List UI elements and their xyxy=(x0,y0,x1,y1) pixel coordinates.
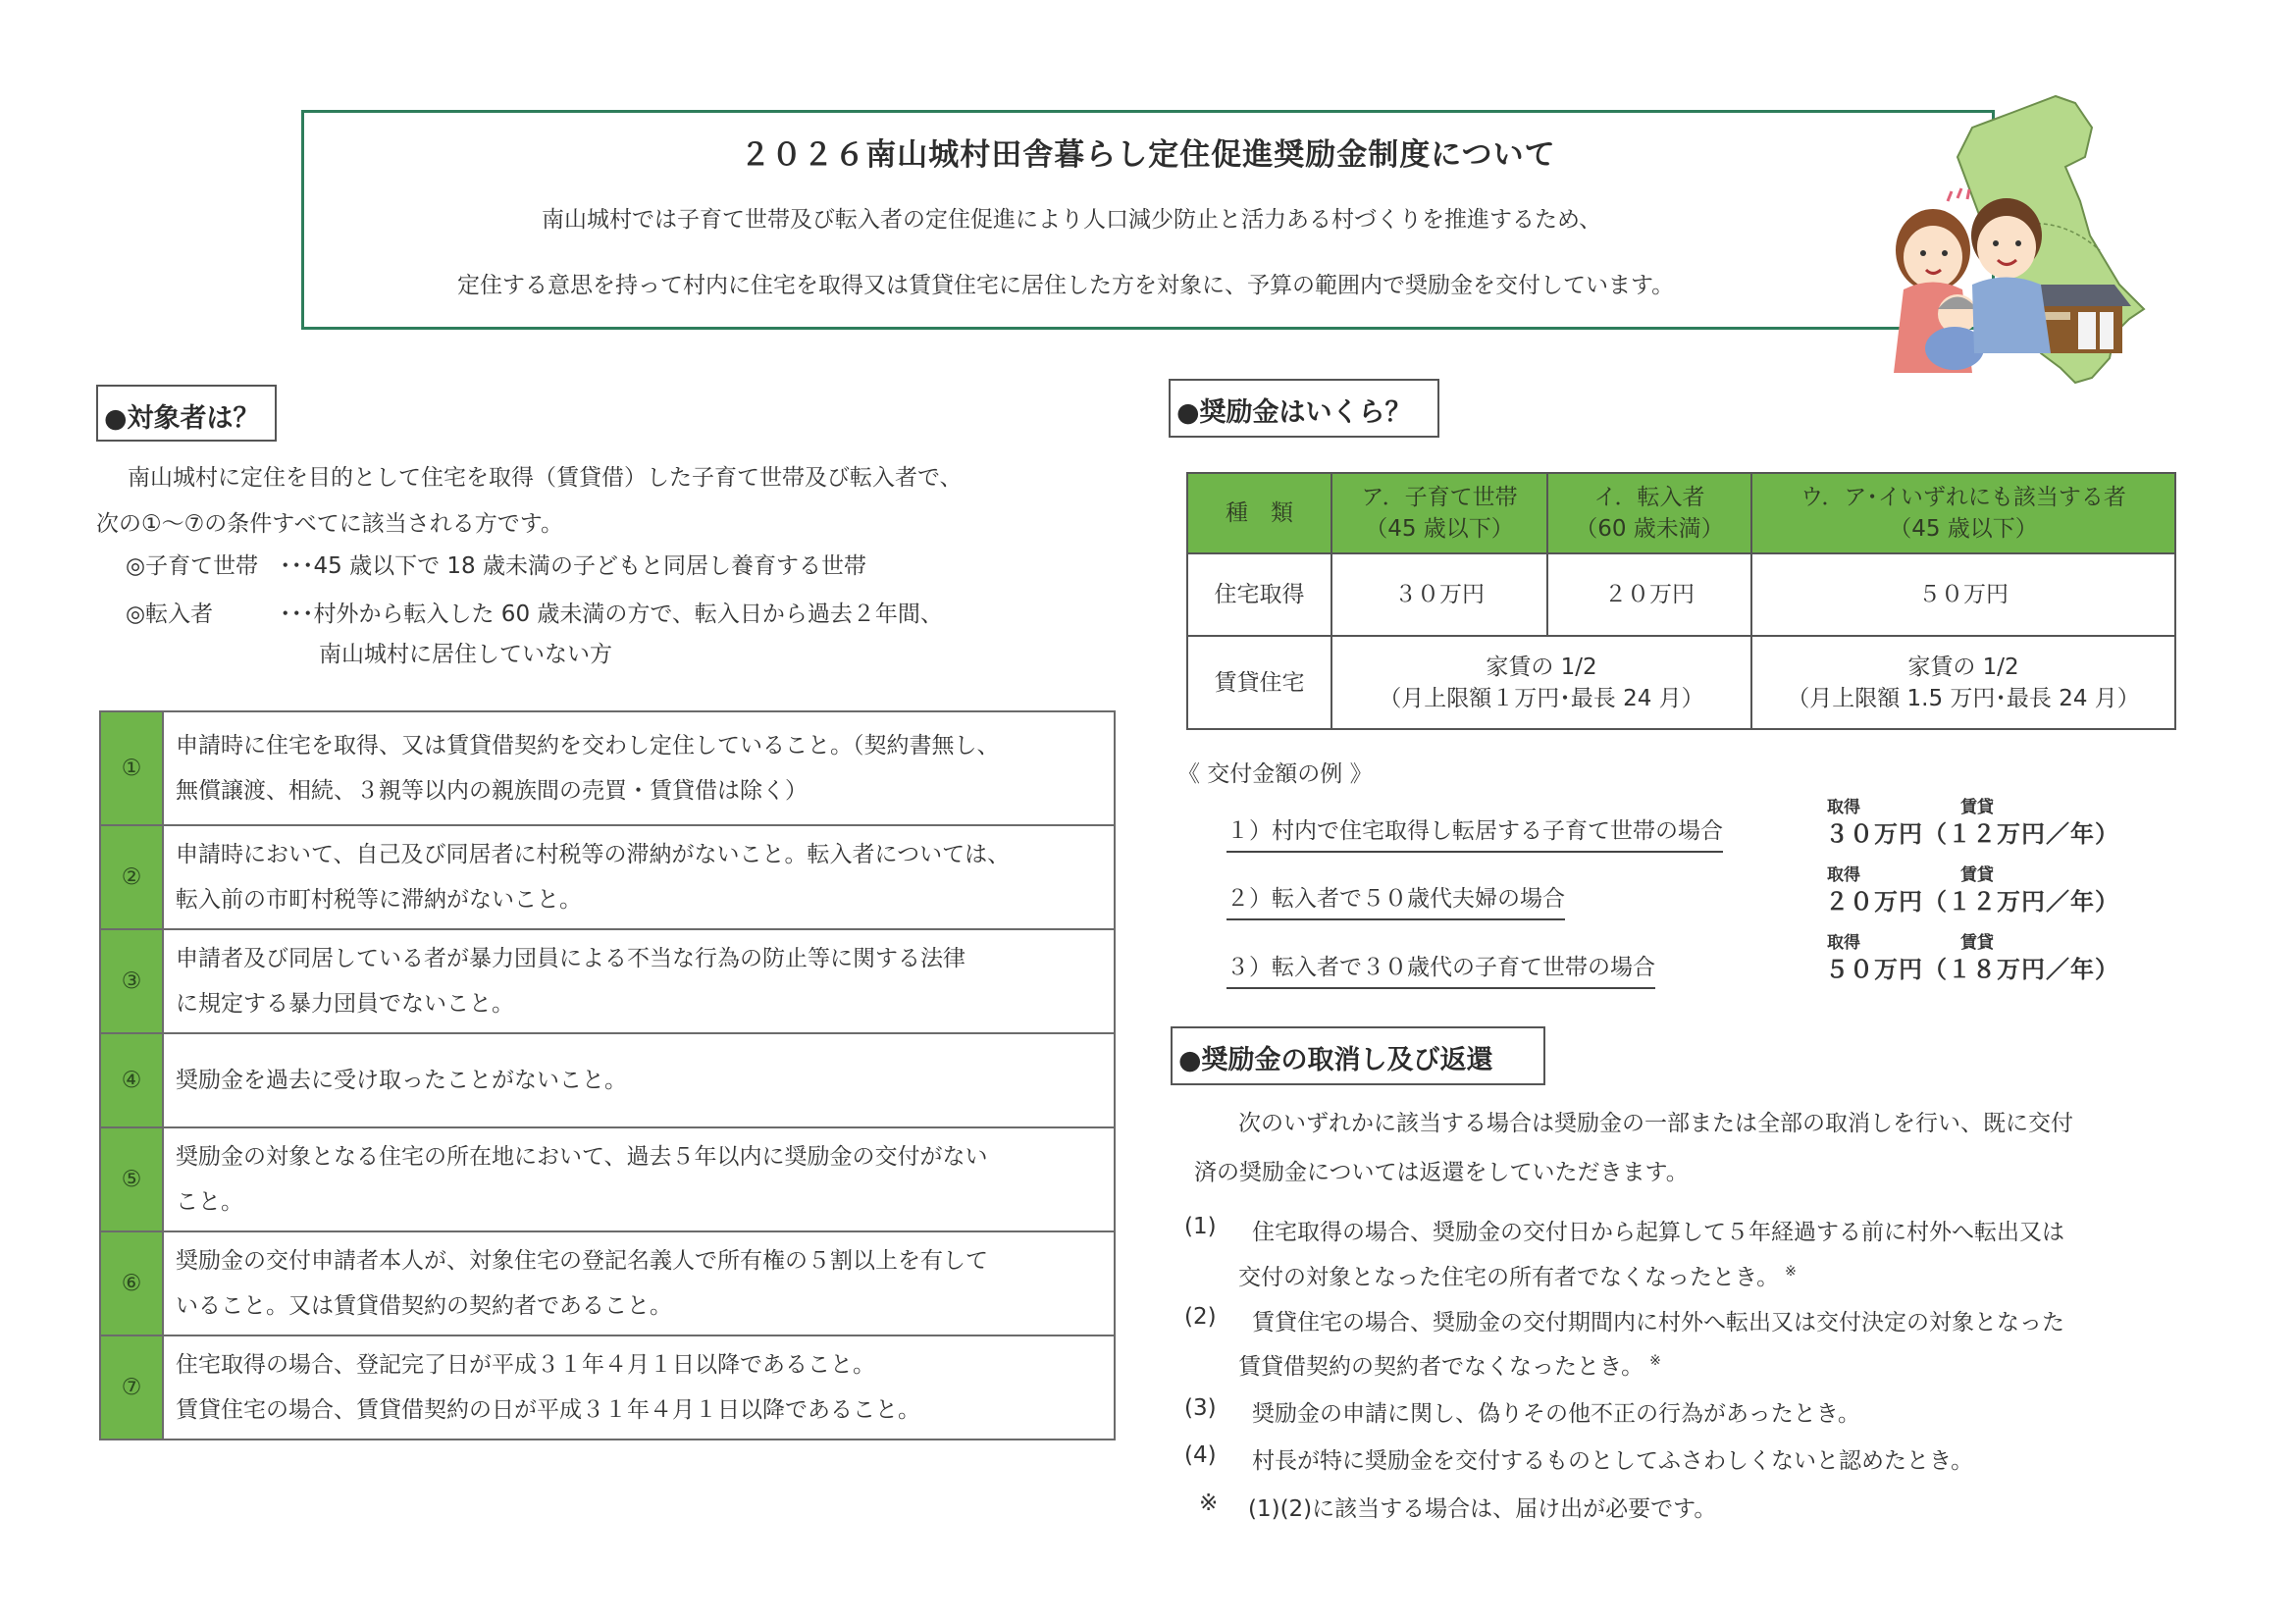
header-line: ウ．ア･イいずれにも該当する者 xyxy=(1800,485,2126,510)
example-label-2: ２）転入者で５０歳代夫婦の場合 xyxy=(1226,880,1565,920)
header-line: （45 歳以下） xyxy=(1889,516,2038,542)
table-row xyxy=(100,929,1115,1033)
eligibility-paragraph-line-2: 次の①～⑦の条件すべてに該当される方です。 xyxy=(96,511,563,537)
definition-label-childrearing: ◎子育て世帯 xyxy=(126,553,259,579)
example-rent-label: 賃貸 xyxy=(1960,865,1994,885)
example-acq-label: 取得 xyxy=(1827,798,1860,817)
cancellation-item-number: (4) xyxy=(1184,1442,1217,1468)
cancellation-item-1-line-2 xyxy=(1238,1259,1797,1291)
example-amount-3: ５０万円（１８万円／年） xyxy=(1825,956,2119,983)
table-row xyxy=(100,1335,1115,1440)
condition-text xyxy=(163,1231,1115,1335)
line-text: 交付の対象となった住宅の所有者でなくなったとき。 xyxy=(1238,1265,1780,1290)
table-row xyxy=(100,1127,1115,1231)
cancellation-intro-line-2: 済の奨励金については返還をしていただきます。 xyxy=(1194,1160,1689,1185)
cancellation-item-number: (1) xyxy=(1184,1214,1217,1239)
example-acq-label: 取得 xyxy=(1827,865,1860,885)
condition-line: 住宅取得の場合、登記完了日が平成３１年４月１日以降であること。 xyxy=(176,1352,875,1378)
table-row xyxy=(100,1231,1115,1335)
condition-number: ⑦ xyxy=(100,1335,163,1440)
definition-text-childrearing: ･･･45 歳以下で 18 歳未満の子どもと同居し養育する世帯 xyxy=(280,553,866,579)
amount-table xyxy=(1186,472,2176,730)
header-line: （60 歳未満） xyxy=(1575,516,1724,542)
table-row xyxy=(100,711,1115,825)
section-heading-eligibility: ●対象者は？ xyxy=(96,385,277,442)
cancellation-item-number: (2) xyxy=(1184,1304,1217,1330)
condition-text xyxy=(163,825,1115,929)
condition-text xyxy=(163,1335,1115,1440)
cancellation-item-2-line-1: 賃貸住宅の場合、奨励金の交付期間内に村外へ転出又は交付決定の対象となった xyxy=(1252,1310,2064,1335)
condition-text xyxy=(163,1127,1115,1231)
table-row xyxy=(100,825,1115,929)
condition-line: 申請時に住宅を取得、又は賃貸借契約を交わし定住していること。（契約書無し、 xyxy=(176,733,1000,759)
condition-text xyxy=(163,1033,1115,1127)
header-line: イ．転入者 xyxy=(1593,485,1705,510)
family-house-map-illustration xyxy=(1864,88,2178,393)
condition-line: 奨励金の交付申請者本人が、対象住宅の登記名義人で所有権の５割以上を有して xyxy=(176,1248,988,1274)
cancellation-item-4: 村長が特に奨励金を交付するものとしてふさわしくないと認めたとき。 xyxy=(1252,1448,1974,1474)
eligibility-paragraph-line-1: 南山城村に定住を目的として住宅を取得（賃貸借）した子育て世帯及び転入者で、 xyxy=(128,465,963,491)
example-rent-label: 賃貸 xyxy=(1960,933,1994,953)
condition-number: ④ xyxy=(100,1033,163,1127)
condition-line: こと。 xyxy=(176,1189,243,1215)
table-row xyxy=(1187,553,2175,636)
section-heading-amount: ●奨励金はいくら？ xyxy=(1169,379,1439,438)
definition-label-newcomer: ◎転入者 xyxy=(126,602,214,627)
amount-cell-merged xyxy=(1331,636,1751,729)
condition-line: 賃貸住宅の場合、賃貸借契約の日が平成３１年４月１日以降であること。 xyxy=(176,1397,920,1423)
examples-title: 《 交付金額の例 》 xyxy=(1177,761,1373,787)
condition-line: 申請者及び同居している者が暴力団員による不当な行為の防止等に関する法律 xyxy=(176,946,965,971)
conditions-table xyxy=(99,710,1116,1440)
row-header-purchase: 住宅取得 xyxy=(1187,553,1331,636)
example-label-1: １）村内で住宅取得し転居する子育て世帯の場合 xyxy=(1226,812,1723,853)
note-mark: ※ xyxy=(1785,1264,1797,1281)
condition-line: 奨励金を過去に受け取ったことがないこと。 xyxy=(176,1068,627,1093)
condition-line: いること。又は賃貸借契約の契約者であること。 xyxy=(176,1293,672,1319)
table-header-row xyxy=(1187,473,2175,553)
amount-cell: ５０万円 xyxy=(1751,553,2175,636)
condition-text xyxy=(163,711,1115,825)
cell-line: （月上限額１万円･最長 24 月） xyxy=(1379,685,1704,711)
amount-cell: ３０万円 xyxy=(1331,553,1547,636)
condition-line: 無償譲渡、相続、３親等以内の親族間の売買・賃貸借は除く） xyxy=(176,778,808,804)
footnote-mark: ※ xyxy=(1199,1491,1219,1516)
definition-text-newcomer: ･･･村外から転入した 60 歳未満の方で、転入日から過去２年間、 xyxy=(280,602,943,627)
cell-line: 家賃の 1/2 xyxy=(1907,654,2019,680)
example-amount-2: ２０万円（１２万円／年） xyxy=(1825,888,2119,916)
table-row xyxy=(100,1033,1115,1127)
table-row xyxy=(1187,636,2175,729)
example-acq-label: 取得 xyxy=(1827,933,1860,953)
cell-line: （月上限額 1.5 万円･最長 24 月） xyxy=(1787,685,2140,711)
example-amount-1: ３０万円（１２万円／年） xyxy=(1825,820,2119,848)
column-header-type: 種 類 xyxy=(1187,473,1331,553)
amount-cell xyxy=(1751,636,2175,729)
header-line: ア．子育て世帯 xyxy=(1361,485,1518,510)
condition-number: ③ xyxy=(100,929,163,1033)
line-text: 賃貸借契約の契約者でなくなったとき。 xyxy=(1238,1354,1644,1380)
cancellation-item-number: (3) xyxy=(1184,1395,1217,1421)
cancellation-item-1-line-1: 住宅取得の場合、奨励金の交付日から起算して５年経過する前に村外へ転出又は xyxy=(1252,1220,2064,1245)
column-header-newcomer xyxy=(1547,473,1751,553)
column-header-childrearing xyxy=(1331,473,1547,553)
condition-text xyxy=(163,929,1115,1033)
condition-line: 転入前の市町村税等に滞納がないこと。 xyxy=(176,887,582,913)
amount-cell: ２０万円 xyxy=(1547,553,1751,636)
column-header-both xyxy=(1751,473,2175,553)
intro-line-1: 南山城村では子育て世帯及び転入者の定住促進により人口減少防止と活力ある村づくりを推進するため、 xyxy=(542,207,1602,233)
row-header-rental: 賃貸住宅 xyxy=(1187,636,1331,729)
condition-number: ① xyxy=(100,711,163,825)
condition-line: 奨励金の対象となる住宅の所在地において、過去５年以内に奨励金の交付がない xyxy=(176,1144,988,1170)
footnote-text: (1)(2)に該当する場合は、届け出が必要です。 xyxy=(1248,1496,1717,1522)
definition-text-newcomer-cont: 南山城村に居住していない方 xyxy=(319,642,612,667)
cancellation-item-3: 奨励金の申請に関し、偽りその他不正の行為があったとき。 xyxy=(1252,1401,1860,1427)
example-label-3: ３）転入者で３０歳代の子育て世帯の場合 xyxy=(1226,949,1655,989)
page-title: ２０２６南山城村田舎暮らし定住促進奨励金制度について xyxy=(740,137,1556,173)
condition-number: ⑤ xyxy=(100,1127,163,1231)
condition-number: ⑥ xyxy=(100,1231,163,1335)
note-mark: ※ xyxy=(1649,1353,1661,1370)
condition-line: 申請時において、自己及び同居者に村税等の滞納がないこと。転入者については、 xyxy=(176,842,1011,867)
cell-line: 家賃の 1/2 xyxy=(1486,654,1597,680)
condition-number: ② xyxy=(100,825,163,929)
cancellation-item-2-line-2 xyxy=(1238,1348,1661,1381)
condition-line: に規定する暴力団員でないこと。 xyxy=(176,991,514,1017)
section-heading-cancellation: ●奨励金の取消し及び返還 xyxy=(1171,1026,1545,1085)
intro-line-2: 定住する意思を持って村内に住宅を取得又は賃貸住宅に居住した方を対象に、予算の範囲内で奨励金を交付しています。 xyxy=(457,273,1675,298)
cancellation-intro-line-1: 次のいずれかに該当する場合は奨励金の一部または全部の取消しを行い、既に交付 xyxy=(1238,1111,2073,1136)
example-rent-label: 賃貸 xyxy=(1960,798,1994,817)
header-line: （45 歳以下） xyxy=(1365,516,1514,542)
